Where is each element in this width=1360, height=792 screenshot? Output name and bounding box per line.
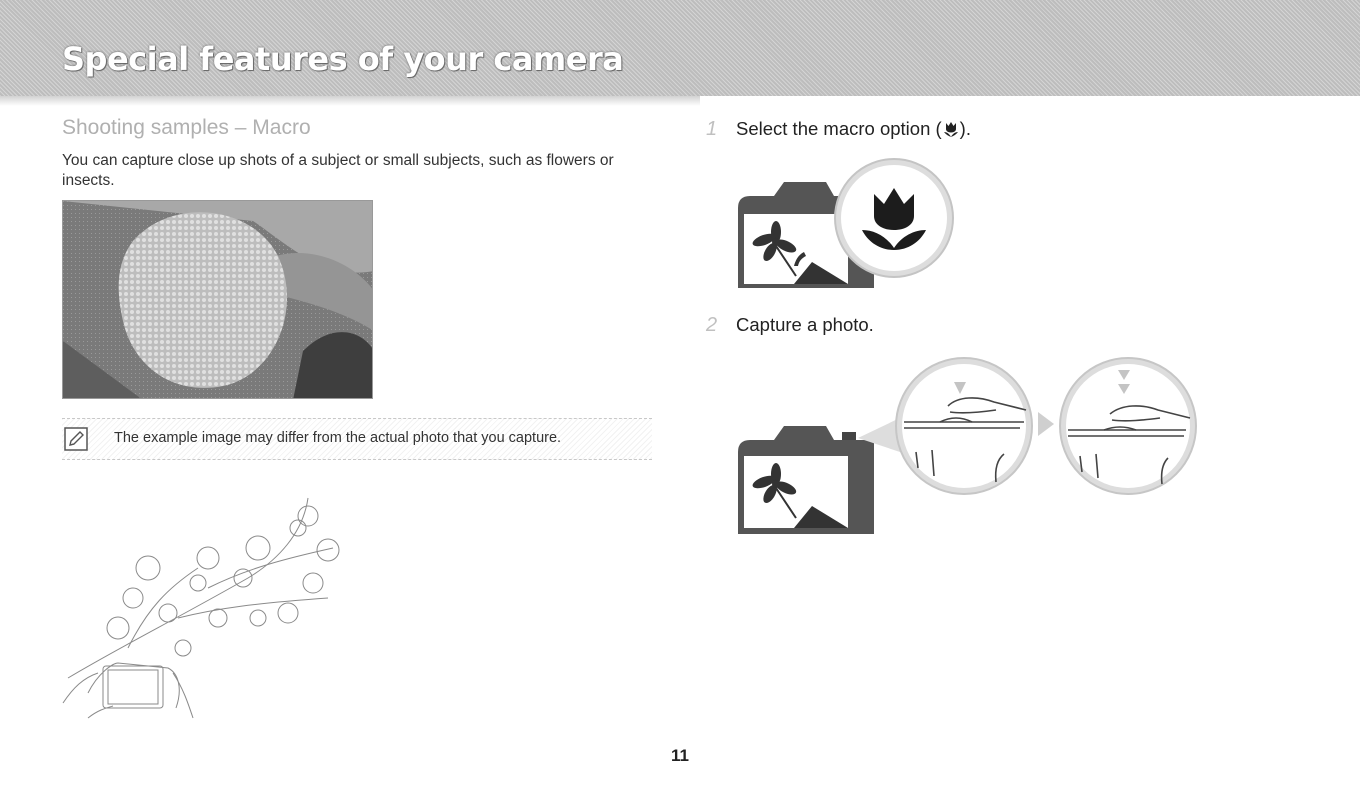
page-number: 11 bbox=[671, 746, 689, 765]
note-box bbox=[62, 418, 652, 460]
macro-sample-photo bbox=[62, 200, 373, 399]
step-number: 1 bbox=[706, 118, 718, 140]
camera-macro-illustration bbox=[734, 156, 958, 290]
step-1 bbox=[706, 118, 971, 141]
step-number: 2 bbox=[706, 314, 718, 336]
header-banner-fade bbox=[0, 96, 700, 106]
macro-tulip-icon bbox=[942, 120, 960, 138]
step-text: Select the macro option ( bbox=[736, 118, 942, 139]
step-text-suffix: ). bbox=[959, 118, 971, 139]
capture-photo-illustration bbox=[734, 352, 1204, 538]
flower-branch-sketch bbox=[58, 488, 348, 720]
step-2 bbox=[706, 314, 874, 337]
page-title: Special features of your camera bbox=[62, 40, 624, 78]
note-text: The example image may differ from the actual photo that you capture. bbox=[114, 430, 562, 446]
section-title: Shooting samples – Macro bbox=[62, 116, 311, 139]
note-pencil-icon bbox=[64, 427, 88, 451]
step-text: Capture a photo. bbox=[736, 314, 874, 335]
intro-text: You can capture close up shots of a subject or small subjects, such as flowers or insects. bbox=[62, 152, 614, 189]
